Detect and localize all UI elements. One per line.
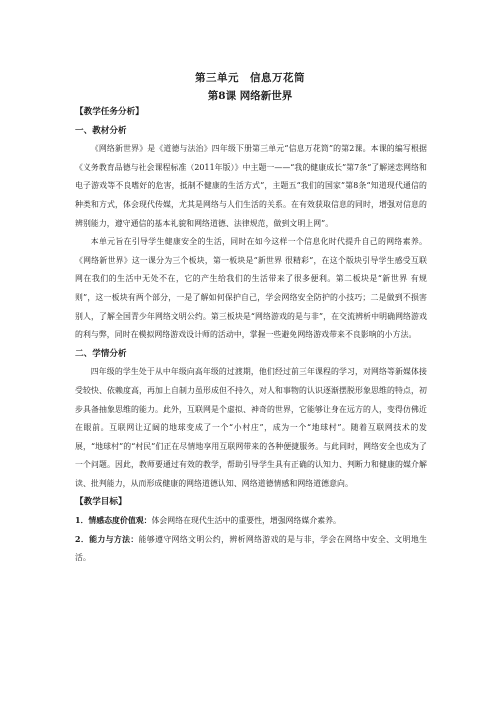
- teaching-goals-heading: 【教学目标】: [75, 497, 127, 508]
- goal-2-label: 2．能力与方法：: [75, 534, 139, 544]
- goal-1-text: 体会网络在现代生活中的重要性，增强网络媒介素养。: [151, 516, 341, 526]
- unit-title: 第三单元 信息万花筒: [195, 72, 305, 84]
- lesson-title: 第8课 网络新世界: [207, 90, 293, 102]
- goal-item-2: [75, 531, 427, 568]
- learner-paragraph-1: 四年级的学生处于从中年级向高年级的过渡期，他们经过前三年课程的学习，对网络等新媒体接受较快、依赖度高，再加上自制力虽形成但不持久，对人和事物的认识逐渐摆脱形象思维的特点，初步具备抽象思维的能力。此外，互联网是个虚拟、神奇的世界，它能够让身在远方的人，变得仿佛近在眼前。互联网让辽阔的地球变成了一个“小村庄”，成为一个“地球村”。随着互联网技术的发展，“地球村”的“村民”们正在尽情地享用互联网带来的各种便捷服务。与此同时，网络安全也成为了一个问题。因此，教师要通过有效的教学，帮助引导学生具有正确的认知力、判断力和健康的媒介解读、批判能力，从而形成健康的网络道德认知、网络道德情感和网络道德意向。: [75, 367, 427, 488]
- textbook-paragraph-1: 《网络新世界》是《道德与法治》四年级下册第三单元“信息万花筒”的第2课。本课的编写根据《义务教育品德与社会课程标准（2011年版）》中主题一——“我的健康成长”第7条“了解迷恋网络和电子游戏等不良嗜好的危害，抵制不健康的生活方式”，主题五“我们的国家”第8条“知道现代通信的种类和方式，体会现代传媒，尤其是网络与人们生活的关系。在有效获取信息的同时，增强对信息的辨别能力，遵守通信的基本礼貌和网络道德、法律规范，做到文明上网”。: [75, 144, 427, 228]
- goal-1-label: 1．情感态度价值观：: [75, 516, 152, 526]
- learner-analysis-heading: 二、学情分析: [75, 348, 127, 359]
- task-analysis-heading: 【教学任务分析】: [75, 107, 144, 117]
- goal-2-text: 能够遵守网络文明公约，辨析网络游戏的是与非，学会在网络中安全、文明地生活。: [75, 534, 427, 563]
- document-body: [75, 103, 427, 568]
- textbook-analysis-heading: 一、教材分析: [75, 125, 127, 136]
- goal-item-1: [75, 512, 427, 531]
- textbook-paragraph-2: 本单元旨在引导学生健康安全的生活，同时在如今这样一个信息化时代提升自己的网络素养。《网络新世界》这一课分为三个板块，第一板块是“新世界 很精彩”，在这个版块引导学生感受互联网在我们的生活中无处不在，它的产生给我们的生活带来了很多便利。第二板块是“新世界 有规则”，这一板块有两个部分，一是了解如何保护自己，学会网络安全防护的小技巧；二是做到不损害别人，了解全国青少年网络文明公约。第三板块是“网络游戏的是与非”，在交流辨析中明确网络游戏的利与弊，同时在模拟网络游戏设计师的活动中，掌握一些避免网络游戏带来不良影响的小方法。: [75, 237, 427, 340]
